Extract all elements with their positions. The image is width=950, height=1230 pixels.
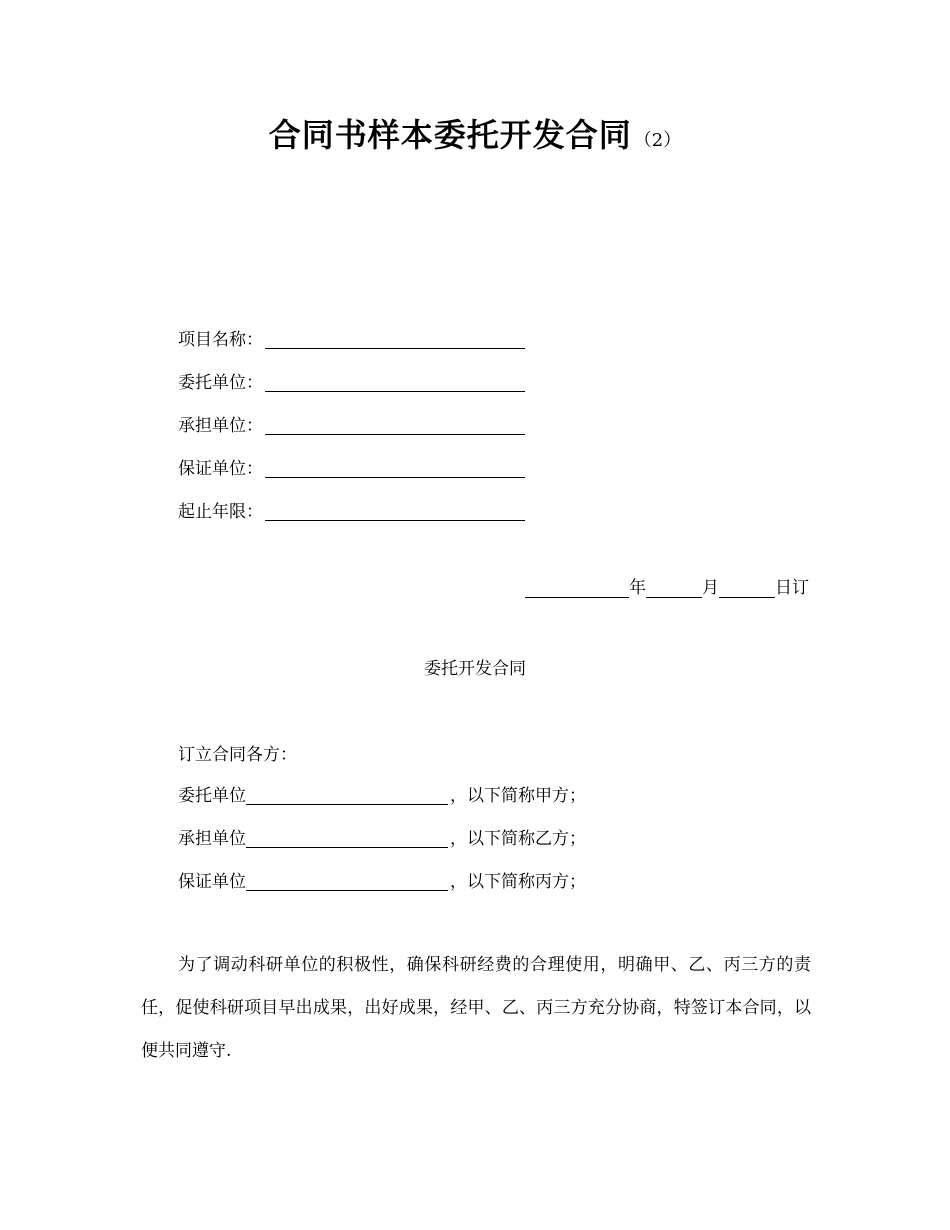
party-blank bbox=[246, 825, 448, 848]
day-blank bbox=[719, 577, 775, 598]
year-blank bbox=[525, 577, 629, 598]
cover-field-blank bbox=[265, 412, 525, 435]
parties-heading: 订立合同各方： bbox=[178, 745, 297, 765]
cover-field-blank bbox=[265, 369, 525, 392]
party-label: 承担单位 bbox=[178, 829, 246, 849]
party-blank bbox=[246, 868, 448, 891]
cover-field-row bbox=[178, 402, 525, 445]
party-row bbox=[178, 858, 586, 901]
party-label: 委托单位 bbox=[178, 786, 246, 806]
party-suffix: ，以下简称乙方； bbox=[450, 829, 586, 849]
cover-field-row bbox=[178, 316, 525, 359]
cover-field-blank bbox=[265, 326, 525, 349]
party-suffix: ，以下简称丙方； bbox=[450, 872, 586, 892]
signing-date-line bbox=[525, 573, 809, 598]
cover-field-blank bbox=[265, 498, 525, 521]
contract-subtitle: 委托开发合同 bbox=[424, 659, 526, 679]
cover-fields bbox=[178, 316, 525, 531]
preamble-paragraph: 为了调动科研单位的积极性，确保科研经费的合理使用，明确甲、乙、丙三方的责任，促使科研项目早出成果，出好成果，经甲、乙、丙三方充分协商，特签订本合同，以便共同遵守. bbox=[141, 955, 811, 1061]
day-label: 日订 bbox=[775, 578, 809, 598]
party-suffix: ，以下简称甲方； bbox=[450, 786, 586, 806]
parties-list bbox=[178, 772, 586, 901]
party-row bbox=[178, 815, 586, 858]
cover-field-row bbox=[178, 445, 525, 488]
cover-field-label: 承担单位： bbox=[178, 416, 263, 436]
cover-field-label: 项目名称： bbox=[178, 330, 263, 350]
document-title bbox=[0, 110, 950, 156]
party-blank bbox=[246, 782, 448, 805]
cover-field-label: 保证单位： bbox=[178, 459, 263, 479]
month-blank bbox=[646, 577, 702, 598]
cover-field-label: 起止年限： bbox=[178, 502, 263, 522]
cover-field-row bbox=[178, 359, 525, 402]
cover-field-row bbox=[178, 488, 525, 531]
cover-field-blank bbox=[265, 455, 525, 478]
document-title-suffix: （2） bbox=[633, 130, 682, 151]
party-row bbox=[178, 772, 586, 815]
party-label: 保证单位 bbox=[178, 872, 246, 892]
document-title-main: 合同书样本委托开发合同 bbox=[268, 116, 632, 154]
year-label: 年 bbox=[629, 578, 646, 598]
month-label: 月 bbox=[702, 578, 719, 598]
cover-field-label: 委托单位： bbox=[178, 373, 263, 393]
